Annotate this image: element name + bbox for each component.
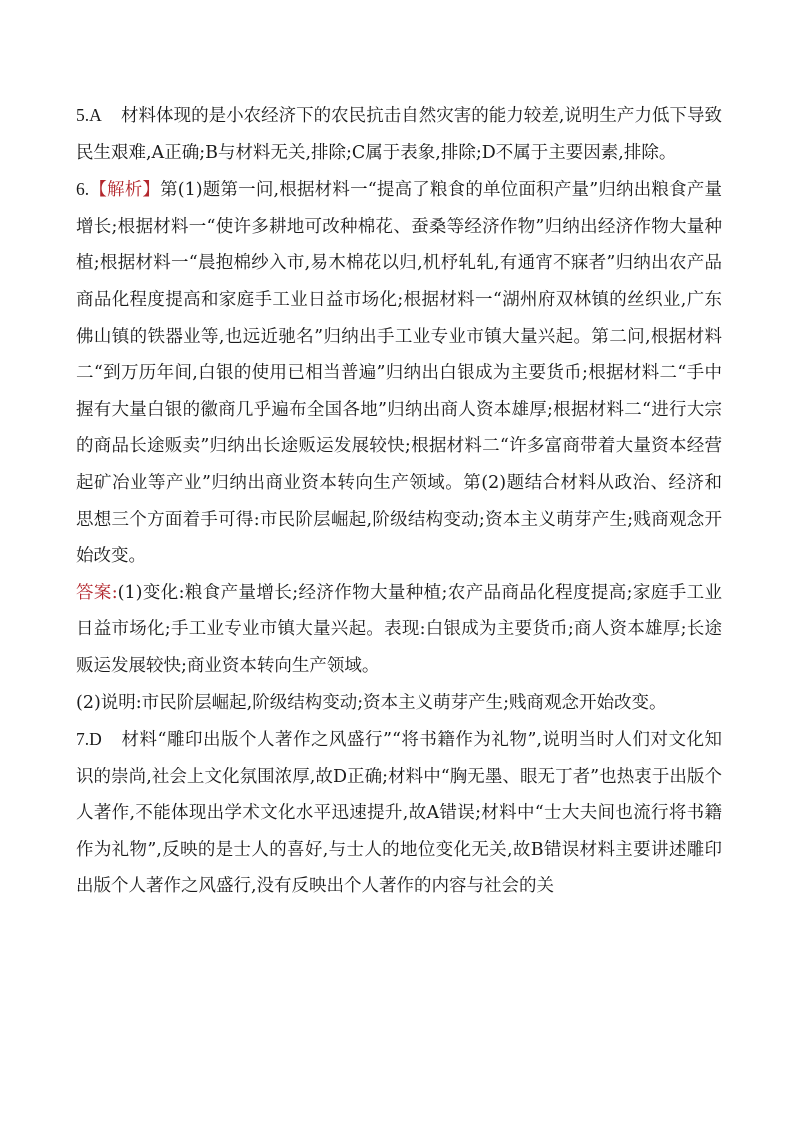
question-7-label: 7.D [76,729,102,750]
question-6-answer-1 [76,575,722,685]
question-5-explanation: 材料体现的是小农经济下的农民抗击自然灾害的能力较差,说明生产力低下导致民生艰难,A正确;B与材料无关,排除;C属于表象,排除;D不属于主要因素,排除。 [76,106,722,163]
answer-part-1: (1)变化:粮食产量增长;经济作物大量种植;农产品商品化程度提高;家庭手工业日益市场化;手工业专业市镇大量兴起。表现:白银成为主要货币;商人资本雄厚;长途贩运发展较快;商业资本转向生产领域。 [76,582,722,676]
document-page [76,97,722,905]
question-5 [76,97,722,171]
answer-part-2: (2)说明:市民阶层崛起,阶级结构变动;资本主义萌芽产生;贱商观念开始改变。 [76,692,667,713]
answer-tag: 答案: [76,582,118,603]
question-7-explanation: 材料“雕印出版个人著作之风盛行”“将书籍作为礼物”,说明当时人们对文化知识的崇尚,社会上文化氛围浓厚,故D正确;材料中“胸无墨、眼无丁者”也热衷于出版个人著作,不能体现出学术文化水平迅速提升,故A错误;材料中“士大夫间也流行将书籍作为礼物”,反映的是士人的喜好,与士人的地位变化无关,故B错误材料主要讲述雕印出版个人著作之风盛行,没有反映出个人著作的内容与社会的关 [76,730,722,897]
question-6 [76,171,722,575]
question-5-label: 5.A [76,105,102,125]
question-6-label: 6. [76,179,90,200]
question-7 [76,721,722,905]
question-6-answer-2 [76,685,722,722]
analysis-tag: 【解析】 [89,180,161,201]
question-6-analysis: 第(1)题第一问,根据材料一“提高了粮食的单位面积产量”归纳出粮食产量增长;根据材料一“使许多耕地可改种棉花、蚕桑等经济作物”归纳出经济作物大量种植;根据材料一“晨抱棉纱入市,易木棉花以归,机杼轧轧,有通宵不寐者”归纳出农产品商品化程度提高和家庭手工业日益市场化;根据材料一“湖州府双林镇的丝织业,广东佛山镇的铁器业等,也远近驰名”归纳出手工业专业市镇大量兴起。第二问,根据材料二“到万历年间,白银的使用已相当普遍”归纳出白银成为主要货币;根据材料二“手中握有大量白银的徽商几乎遍布全国各地”归纳出商人资本雄厚;根据材料二“进行大宗的商品长途贩卖”归纳出长途贩运发展较快;根据材料二“许多富商带着大量资本经营起矿冶业等产业”归纳出商业资本转向生产领域。第(2)题结合材料从政治、经济和思想三个方面着手可得:市民阶层崛起,阶级结构变动;资本主义萌芽产生;贱商观念开始改变。 [76,180,722,567]
